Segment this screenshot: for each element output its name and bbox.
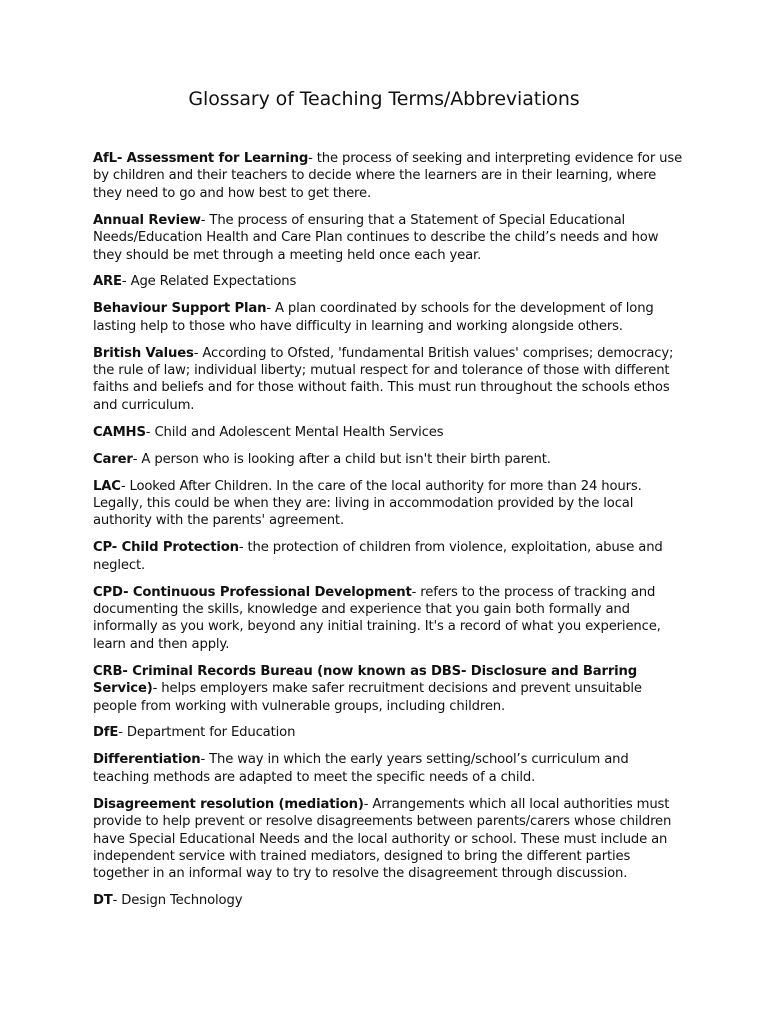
glossary-term: ARE xyxy=(93,274,122,290)
glossary-term: CAMHS xyxy=(93,424,146,440)
glossary-term: CP- Child Protection xyxy=(93,540,239,556)
glossary-term: Annual Review xyxy=(93,212,201,228)
glossary-definition: - A person who is looking after a child but isn't their birth parent. xyxy=(132,451,551,467)
glossary-definition: - Looked After Children. In the care of the local authority for more than 24 hours. Legally, this could be when they are: living in accommodation provided by the local authority with the parents' agreement. xyxy=(93,478,642,529)
glossary-term: British Values xyxy=(93,345,194,361)
glossary-entry-behaviour-support-plan xyxy=(93,300,683,335)
glossary-term: DfE xyxy=(93,725,119,741)
glossary-term: CRB- Criminal Records Bureau (now known as DBS- Disclosure and Barring Service) xyxy=(93,663,638,697)
glossary-entry-crb xyxy=(93,663,683,715)
glossary-entry-differentiation xyxy=(93,751,683,786)
glossary-term: LAC xyxy=(93,478,121,494)
glossary-term: CPD- Continuous Professional Development xyxy=(93,584,412,600)
glossary-entry-british-values xyxy=(93,345,683,415)
glossary-entry-afl xyxy=(93,150,683,202)
glossary-definition: - the protection of children from violence, exploitation, abuse and neglect. xyxy=(93,540,663,573)
glossary-definition: - The process of ensuring that a Statement of Special Educational Needs/Education Health and Care Plan continues to describe the child’s needs and how they should be met through a meeting held once each year. xyxy=(93,212,659,263)
glossary-definition: - Design Technology xyxy=(112,893,243,909)
glossary-entry-are xyxy=(93,273,683,290)
glossary-entry-disagreement-resolution xyxy=(93,796,683,883)
glossary-term: AfL- Assessment for Learning xyxy=(93,151,309,166)
glossary-definition: - The way in which the early years setting/school’s curriculum and teaching methods are adapted to meet the specific needs of a child. xyxy=(93,752,629,785)
glossary-list xyxy=(93,150,683,919)
glossary-definition: - According to Ofsted, 'fundamental British values' comprises; democracy; the rule of law; individual liberty; mutual respect for and tolerance of those with different faiths and beliefs and for those without faith. This must run throughout the schools ethos and curriculum. xyxy=(93,345,674,413)
glossary-definition: - refers to the process of tracking and documenting the skills, knowledge and experience that you gain both formally and informally as you work, beyond any initial training. It's a record of what you experience, learn and then apply. xyxy=(93,584,661,652)
glossary-entry-cpd xyxy=(93,584,683,654)
glossary-definition: - Arrangements which all local authorities must provide to help prevent or resolve disagreements between parents/carers whose children have Special Educational Needs and the local authority or school. These must include an independent service with trained mediators, designed to bring the different parties together in an informal way to try to resolve the disagreement through discussion. xyxy=(93,796,672,882)
glossary-entry-dfe xyxy=(93,724,683,741)
glossary-definition: - Department for Education xyxy=(118,725,296,741)
glossary-definition: - A plan coordinated by schools for the development of long lasting help to those who have difficulty in learning and working alongside others. xyxy=(93,301,654,334)
glossary-definition: - helps employers make safer recruitment decisions and prevent unsuitable people from working with vulnerable groups, including children. xyxy=(93,681,642,714)
glossary-term: Behaviour Support Plan xyxy=(93,301,267,317)
glossary-term: Differentiation xyxy=(93,752,201,768)
glossary-term: Carer xyxy=(93,451,133,467)
glossary-definition: - Child and Adolescent Mental Health Services xyxy=(145,424,444,440)
glossary-definition: - the process of seeking and interpreting evidence for use by children and their teachers to decide where the learners are in their learning, where they need to go and how best to get there. xyxy=(93,151,683,201)
page-title: Glossary of Teaching Terms/Abbreviations xyxy=(188,88,580,110)
glossary-term: Disagreement resolution (mediation) xyxy=(93,796,364,812)
glossary-entry-annual-review xyxy=(93,212,683,264)
glossary-entry-camhs xyxy=(93,424,683,441)
glossary-entry-carer xyxy=(93,451,683,468)
glossary-definition: - Age Related Expectations xyxy=(121,274,297,290)
glossary-entry-dt xyxy=(93,892,683,909)
glossary-entry-lac xyxy=(93,478,683,530)
glossary-term: DT xyxy=(93,893,113,909)
glossary-entry-cp xyxy=(93,539,683,574)
